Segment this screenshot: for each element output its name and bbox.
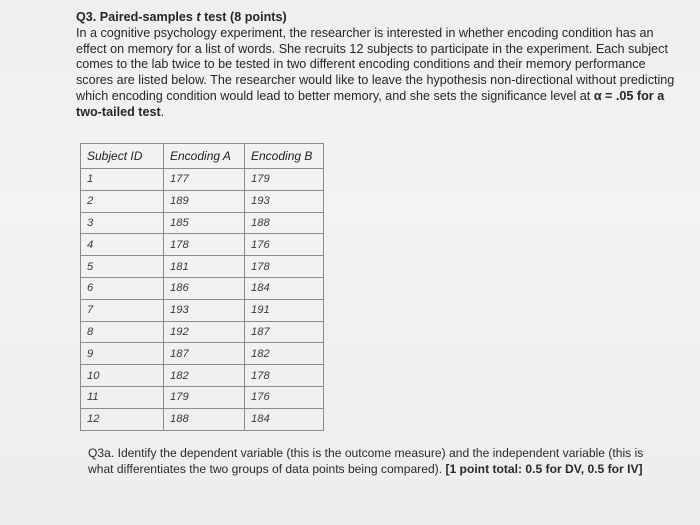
cell-encoding-b: 187 <box>245 321 324 343</box>
table-header-row <box>81 144 324 169</box>
cell-subject-id: 7 <box>81 299 164 321</box>
subquestion-points: [1 point total: 0.5 for DV, 0.5 for IV] <box>445 461 643 476</box>
table-row <box>81 299 324 321</box>
question-block <box>76 10 676 121</box>
question-body-end: . <box>160 104 165 119</box>
header-encoding-b: Encoding B <box>245 144 324 169</box>
cell-encoding-b: 184 <box>245 277 324 299</box>
cell-encoding-b: 176 <box>245 234 324 256</box>
cell-encoding-a: 187 <box>164 343 245 365</box>
header-subject-id: Subject ID <box>81 144 164 169</box>
table-body <box>81 169 324 431</box>
cell-encoding-b: 193 <box>245 190 324 212</box>
cell-encoding-a: 179 <box>164 386 245 408</box>
subquestion-q3a <box>88 446 668 477</box>
cell-subject-id: 8 <box>81 321 164 343</box>
table-row <box>81 256 324 278</box>
cell-subject-id: 1 <box>81 169 164 191</box>
title-suffix: test (8 points) <box>200 10 287 24</box>
cell-subject-id: 5 <box>81 256 164 278</box>
table-row <box>81 234 324 256</box>
cell-encoding-a: 185 <box>164 212 245 234</box>
question-body <box>76 26 676 121</box>
cell-encoding-a: 189 <box>164 190 245 212</box>
question-body-text: In a cognitive psychology experiment, the researcher is interested in whether encoding condition has an effect on memory for a list of words. She recruits 12 subjects to participate in the experiment. Each subject comes to the lab twice to be tested in two different encoding conditions and their memory performance scores are listed below. The researcher would like to leave the hypothesis non-directional without predicting which encoding condition would lead to better memory, and she sets the significance level at <box>76 25 675 103</box>
table-row <box>81 169 324 191</box>
table-row <box>81 343 324 365</box>
cell-encoding-b: 188 <box>245 212 324 234</box>
cell-subject-id: 10 <box>81 365 164 387</box>
table-row <box>81 365 324 387</box>
cell-encoding-b: 178 <box>245 256 324 278</box>
cell-encoding-a: 186 <box>164 277 245 299</box>
cell-subject-id: 2 <box>81 190 164 212</box>
cell-encoding-a: 192 <box>164 321 245 343</box>
cell-encoding-a: 193 <box>164 299 245 321</box>
header-encoding-a: Encoding A <box>164 144 245 169</box>
cell-subject-id: 12 <box>81 408 164 430</box>
cell-subject-id: 4 <box>81 234 164 256</box>
question-title <box>76 10 676 26</box>
alpha-level: α = .05 for a two-tailed test <box>76 88 665 119</box>
table-row <box>81 190 324 212</box>
cell-subject-id: 3 <box>81 212 164 234</box>
table-row <box>81 408 324 430</box>
cell-encoding-a: 177 <box>164 169 245 191</box>
table-row <box>81 386 324 408</box>
table-row <box>81 277 324 299</box>
cell-encoding-a: 182 <box>164 365 245 387</box>
cell-encoding-b: 179 <box>245 169 324 191</box>
cell-subject-id: 6 <box>81 277 164 299</box>
cell-encoding-a: 181 <box>164 256 245 278</box>
cell-encoding-b: 182 <box>245 343 324 365</box>
cell-encoding-b: 176 <box>245 386 324 408</box>
cell-encoding-a: 178 <box>164 234 245 256</box>
subquestion-text: Q3a. Identify the dependent variable (this is the outcome measure) and the independent variable (this is what differentiates the two groups of data points being compared). <box>88 446 644 476</box>
table-row <box>81 212 324 234</box>
title-italic-t: t <box>196 10 201 24</box>
cell-subject-id: 9 <box>81 343 164 365</box>
scores-table <box>80 143 324 431</box>
table-row <box>81 321 324 343</box>
cell-encoding-b: 184 <box>245 408 324 430</box>
cell-encoding-b: 178 <box>245 365 324 387</box>
cell-encoding-a: 188 <box>164 408 245 430</box>
cell-encoding-b: 191 <box>245 299 324 321</box>
cell-subject-id: 11 <box>81 386 164 408</box>
title-prefix: Q3. Paired-samples <box>76 10 197 24</box>
